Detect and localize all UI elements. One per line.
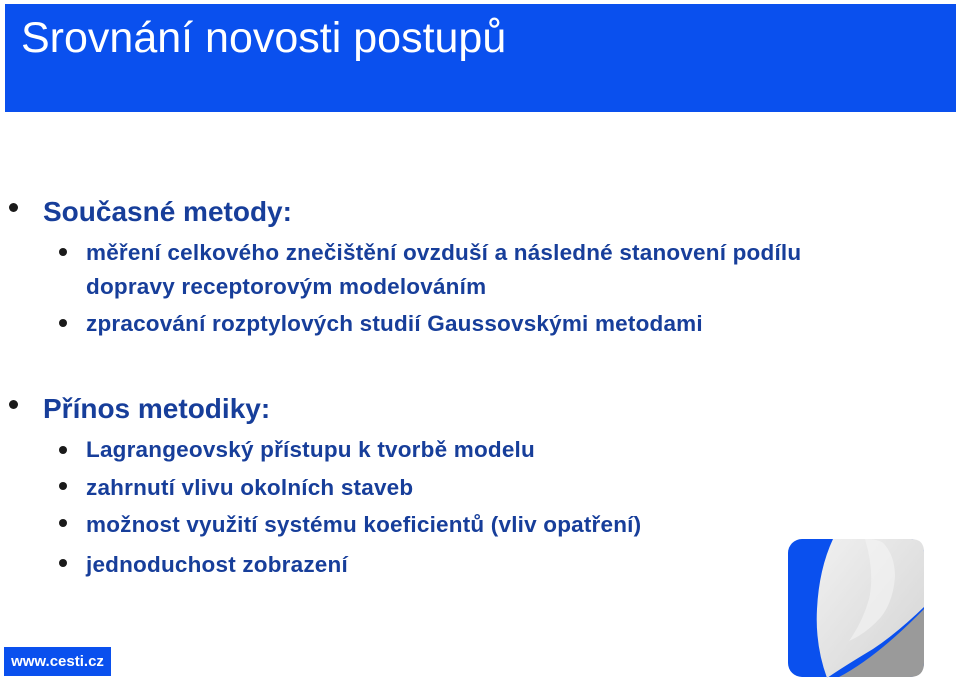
list-item: jednoduchost zobrazení — [86, 552, 348, 577]
list-item: zahrnutí vlivu okolních staveb — [86, 475, 414, 500]
bullet-icon — [59, 319, 67, 327]
bullet-icon — [59, 446, 67, 454]
title-bar — [5, 4, 956, 112]
bullet-icon — [9, 400, 18, 409]
cesti-logo-icon — [785, 537, 927, 679]
bullet-icon — [59, 519, 67, 527]
list-item: měření celkového znečištění ovzduší a následné stanovení podílu — [86, 240, 802, 265]
footer-url[interactable]: www.cesti.cz — [4, 647, 111, 676]
list-item-continuation: dopravy receptorovým modelováním — [86, 274, 487, 299]
bullet-icon — [59, 248, 67, 256]
list-item: možnost využití systému koeficientů (vliv opatření) — [86, 512, 642, 537]
slide-title: Srovnání novosti postupů — [21, 14, 507, 62]
list-item: zpracování rozptylových studií Gaussovskými metodami — [86, 311, 703, 336]
section-heading-current-methods: Současné metody: — [43, 196, 292, 227]
bullet-icon — [59, 482, 67, 490]
list-item: Lagrangeovský přístupu k tvorbě modelu — [86, 437, 535, 462]
bullet-icon — [59, 559, 67, 567]
section-heading-benefits: Přínos metodiky: — [43, 393, 271, 424]
bullet-icon — [9, 203, 18, 212]
